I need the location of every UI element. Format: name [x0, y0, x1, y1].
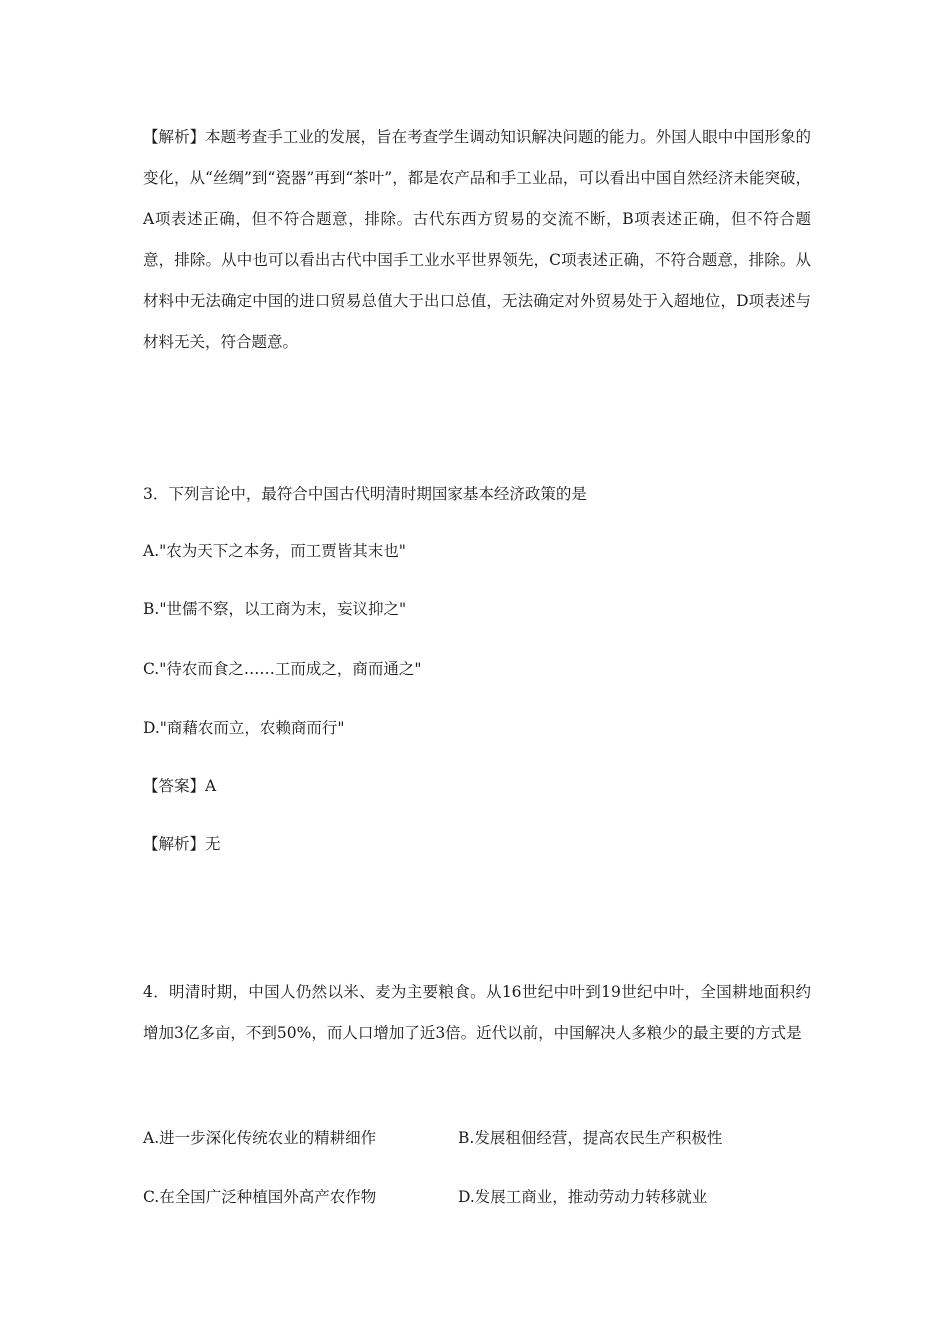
q3-option-a: A."农为天下之本务，而工贾皆其末也" — [143, 542, 406, 560]
q4-option-b: B.发展租佃经营，提高农民生产积极性 — [458, 1129, 723, 1147]
document-page — [143, 0, 811, 1344]
q3-option-c: C."待农而食之……工而成之，商而通之" — [143, 660, 422, 678]
q4-option-d: D.发展工商业，推动劳动力转移就业 — [458, 1188, 708, 1206]
q4-option-c: C.在全国广泛种植国外高产农作物 — [143, 1188, 377, 1206]
q3-option-b: B."世儒不察，以工商为末，妄议抑之" — [143, 600, 407, 618]
q4-stem: 4．明清时期，中国人仍然以米、麦为主要粮食。从16世纪中叶到19世纪中叶，全国耕地面积约增加3亿多亩，不到50%，而人口增加了近3倍。近代以前，中国解决人多粮少的最主要的方式是 — [143, 983, 811, 1042]
q4-option-a: A.进一步深化传统农业的精耕细作 — [143, 1129, 377, 1147]
q3-answer: 【答案】A — [143, 777, 217, 795]
q3-analysis: 【解析】无 — [143, 835, 221, 853]
q2-analysis-paragraph: 【解析】本题考查手工业的发展，旨在考查学生调动知识解决问题的能力。外国人眼中中国形象的变化，从“丝绸”到“瓷器”再到“茶叶”，都是农产品和手工业品，可以看出中国自然经济未能突破，A项表述正确，但不符合题意，排除。古代东西方贸易的交流不断，B项表述正确，但不符合题意，排除。从中也可以看出古代中国手工业水平世界领先，C项表述正确，不符合题意，排除。从材料中无法确定中国的进口贸易总值大于出口总值，无法确定对外贸易处于入超地位，D项表述与材料无关，符合题意。 — [143, 128, 811, 351]
q3-option-d: D."商藉农而立，农赖商而行" — [143, 719, 345, 737]
q3-stem: 3．下列言论中，最符合中国古代明清时期国家基本经济政策的是 — [143, 485, 587, 503]
